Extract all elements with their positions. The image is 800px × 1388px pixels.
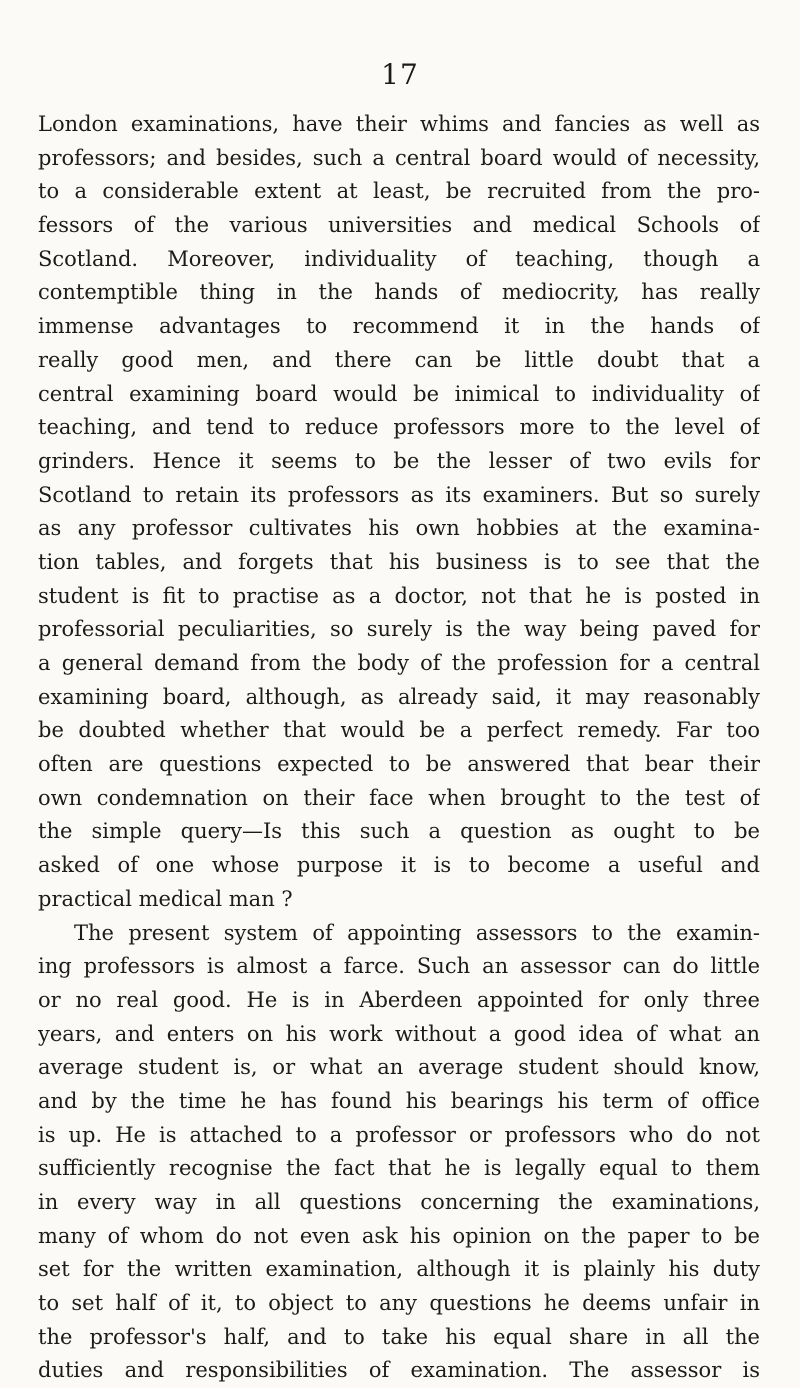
text-line: in every way in all questions concerning the examinations, (38, 1190, 760, 1214)
text-line: central examining board would be inimical to individuality of (38, 381, 760, 406)
text-line: be doubted whether that would be a perfect remedy. Far too (38, 718, 760, 743)
text-line: set for the written examination, although it is plainly his duty (38, 1257, 760, 1282)
text-line: to set half of it, to object to any questions he deems unfair in (38, 1291, 760, 1316)
text-line: student is fit to practise as a doctor, not that he is posted in (38, 583, 760, 608)
text-line: fessors of the various universities and medical Schools of (38, 213, 760, 238)
text-line: Scotland to retain its professors as its examiners. But so surely (38, 482, 760, 507)
text-line: professorial peculiarities, so surely is the way being paved for (38, 617, 760, 642)
text-line: sufficiently recognise the fact that he is legally equal to them (38, 1156, 760, 1181)
text-line: asked of one whose purpose it is to become a useful and (38, 853, 760, 878)
text-line: is up. He is attached to a professor or professors who do not (38, 1122, 760, 1147)
text-line: to a considerable extent at least, be recruited from the pro- (38, 179, 760, 204)
text-line: Scotland. Moreover, individuality of teaching, though a (38, 246, 760, 271)
text-line: duties and responsibilities of examination. The assessor is (38, 1358, 760, 1383)
text-line: London examinations, have their whims and fancies as well as (38, 112, 760, 136)
text-line: The present system of appointing assessors to the examin- (74, 920, 760, 945)
text-line: professors; and besides, such a central board would of necessity, (38, 145, 760, 170)
text-line: really good men, and there can be little doubt that a (38, 347, 760, 372)
text-line: immense advantages to recommend it in the hands of (38, 314, 760, 339)
page-number: 17 (381, 58, 419, 91)
text-line: a general demand from the body of the profession for a central (38, 651, 760, 675)
text-line: or no real good. He is in Aberdeen appointed for only three (38, 987, 760, 1012)
text-line: the simple query—Is this such a question as ought to be (38, 819, 760, 844)
text-line: grinders. Hence it seems to be the lesser of two evils for (38, 448, 760, 473)
text-line: examining board, although, as already said, it may reasonably (38, 684, 760, 709)
text-line: own condemnation on their face when brought to the test of (38, 785, 760, 810)
text-line: tion tables, and forgets that his business is to see that the (38, 549, 760, 574)
text-line: and by the time he has found his bearings his term of office (38, 1088, 760, 1113)
text-line: as any professor cultivates his own hobbies at the examina- (38, 516, 760, 541)
text-line: teaching, and tend to reduce professors more to the level of (38, 415, 760, 440)
text-line: often are questions expected to be answered that bear their (38, 752, 760, 777)
body-text (38, 108, 760, 1388)
text-line: ing professors is almost a farce. Such an assessor can do little (38, 954, 760, 979)
text-line: contemptible thing in the hands of mediocrity, has really (38, 280, 760, 305)
text-line: the professor's half, and to take his equal share in all the (38, 1324, 760, 1349)
text-line: years, and enters on his work without a good idea of what an (38, 1021, 760, 1046)
text-line: average student is, or what an average student should know, (38, 1055, 760, 1080)
text-line: many of whom do not even ask his opinion on the paper to be (38, 1223, 760, 1248)
text-line: practical medical man ? (38, 886, 293, 911)
